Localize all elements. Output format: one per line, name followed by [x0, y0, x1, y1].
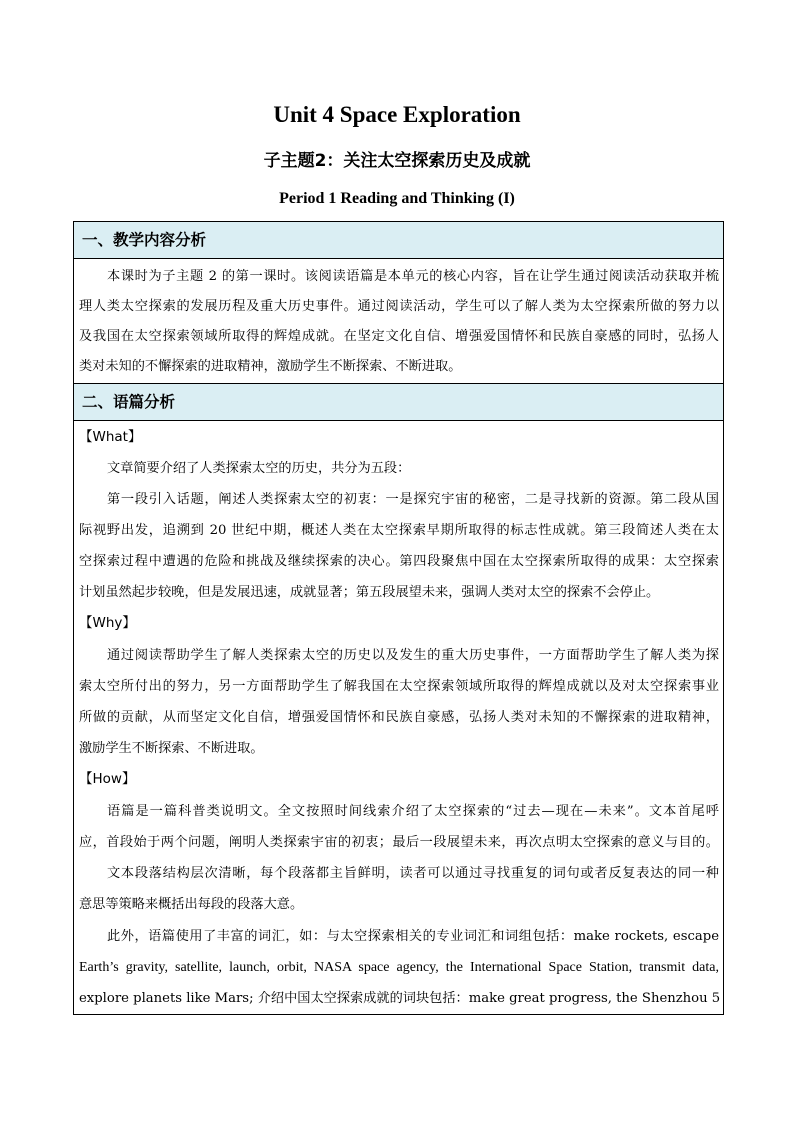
document-subtitle: 子主题2：关注太空探索历史及成就	[263, 151, 531, 171]
how-label: 【How】	[79, 771, 136, 787]
what-line: 计划虽然起步较晚，但是发展迅速，成就显著；第五段展望未来，强调人类对太空的探索不会停止。	[79, 585, 660, 600]
section1-line: 本课时为子主题 2 的第一课时。该阅读语篇是本单元的核心内容，旨在让学生通过阅读活动获取并梳	[107, 269, 719, 284]
why-line: 激励学生不断探索、不断进取。	[79, 741, 264, 756]
section1-line: 类对未知的不懈探索的进取精神，激励学生不断探索、不断进取。	[79, 359, 462, 374]
what-line: 际视野出发，追溯到 20 世纪中期，概述人类在太空探索早期所取得的标志性成就。第三段简述人类在太	[79, 523, 719, 538]
what-line: 第一段引入话题，阐述人类探索太空的初衷：一是探究宇宙的秘密，二是寻找新的资源。第二段从国	[107, 492, 719, 507]
why-line: 所做的贡献，从而坚定文化自信，增强爱国情怀和民族自豪感，弘扬人类对未知的不懈探索的进取精神，	[79, 710, 719, 725]
section1-line: 理人类太空探索的发展历程及重大历史事件。通过阅读活动，学生可以了解人类为太空探索所做的努力以	[79, 299, 719, 314]
how-line: 文本段落结构层次清晰，每个段落都主旨鲜明，读者可以通过寻找重复的词句或者反复表达的同一种	[107, 866, 719, 881]
section1-heading: 一、教学内容分析	[73, 221, 724, 259]
what-label: 【What】	[79, 429, 142, 445]
why-label: 【Why】	[79, 615, 136, 631]
why-line: 索太空所付出的努力，另一方面帮助学生了解我国在太空探索领域所取得的辉煌成就以及对太空探索事业	[79, 679, 719, 694]
how-line: Earth’s gravity, satellite, launch, orbit, NASA space agency, the International Space Station, transmit data,	[79, 960, 719, 975]
how-line: explore planets like Mars; 介绍中国太空探索成就的词块包括：make great progress, the Shenzhou 5	[79, 991, 721, 1006]
how-line: 此外，语篇使用了丰富的词汇，如：与太空探索相关的专业词汇和词组包括：make rockets, escape	[107, 929, 719, 944]
what-line: 文章简要介绍了人类探索太空的历史，共分为五段：	[107, 461, 411, 476]
how-line: 应，首段始于两个问题，阐明人类探索宇宙的初衷；最后一段展望未来，再次点明太空探索的意义与目的。	[79, 835, 719, 850]
period-title: Period 1 Reading and Thinking (I)	[279, 190, 515, 207]
section1-line: 及我国在太空探索领域所取得的辉煌成就。在坚定文化自信、增强爱国情怀和民族自豪感的同时，弘扬人	[79, 329, 719, 344]
why-line: 通过阅读帮助学生了解人类探索太空的历史以及发生的重大历史事件，一方面帮助学生了解人类为探	[107, 648, 719, 663]
what-line: 空探索过程中遭遇的危险和挑战及继续探索的决心。第四段聚焦中国在太空探索所取得的成果：太空探索	[79, 554, 719, 569]
how-line: 意思等策略来概括出每段的段落大意。	[79, 897, 304, 912]
document-title: Unit 4 Space Exploration	[273, 102, 521, 127]
how-line: 语篇是一篇科普类说明文。全文按照时间线索介绍了太空探索的“过去—现在—未来”。文本首尾呼	[107, 804, 719, 819]
section2-heading: 二、语篇分析	[73, 383, 724, 421]
